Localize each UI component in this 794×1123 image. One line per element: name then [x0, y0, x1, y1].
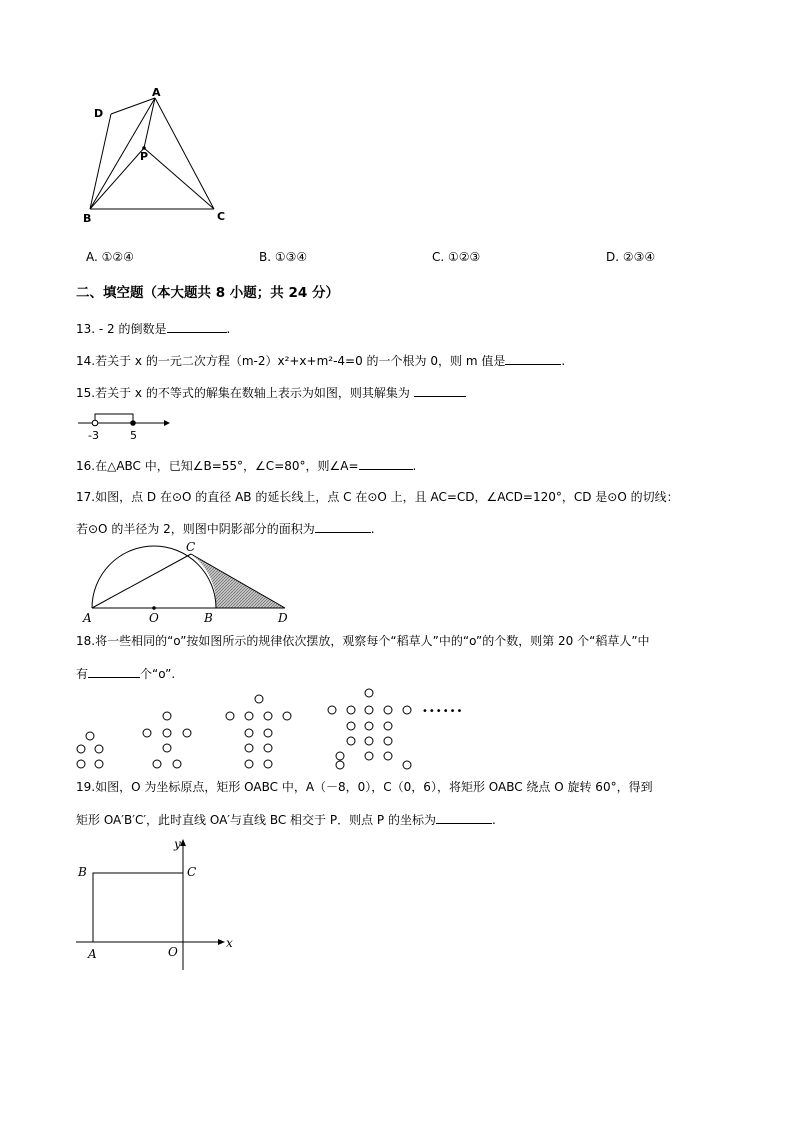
option-c-value: ①②③	[448, 250, 481, 264]
y-axis-arrow	[180, 839, 186, 846]
segment-PC	[144, 148, 214, 209]
tick-label-5: 5	[130, 429, 137, 442]
answer-blank[interactable]	[414, 384, 466, 397]
label-C: C	[187, 865, 197, 879]
coordinate-figure	[70, 836, 245, 976]
number-line	[78, 409, 178, 443]
question-16-text: 16.在△ABC 中，已知∠B=55°，∠C=80°，则∠A=	[76, 459, 359, 473]
open-point	[92, 420, 98, 426]
question-13	[76, 320, 230, 337]
question-18-line2	[76, 665, 175, 682]
label-A: A	[152, 86, 161, 99]
question-14-tail: .	[561, 354, 566, 368]
label-B: B	[83, 212, 92, 225]
label-A: A	[88, 947, 97, 961]
answer-blank[interactable]	[88, 665, 140, 678]
line-AC	[92, 554, 191, 608]
question-18-line1: 18.将一些相同的“o”按如图所示的规律依次摆放，观察每个“稻草人”中的“o”的个数，则第 20 个“稻草人”中	[76, 634, 650, 648]
label-x: x	[226, 936, 233, 950]
solution-bracket	[95, 414, 133, 423]
axis-arrow	[164, 420, 170, 426]
option-c	[432, 249, 480, 265]
option-b	[259, 249, 307, 265]
label-y: y	[174, 837, 181, 851]
question-17-text: 若⊙O 的半径为 2，则图中阴影部分的面积为	[76, 522, 315, 536]
option-b-value: ①③④	[274, 250, 308, 264]
label-D: D	[94, 107, 104, 120]
question-17-line1: 17.如图，点 D 在⊙O 的直径 AB 的延长线上，点 C 在⊙O 上，且 AC=CD，∠ACD=120°，CD 是⊙O 的切线：	[76, 490, 679, 504]
answer-blank[interactable]	[505, 352, 561, 365]
segment-AC	[155, 98, 214, 209]
tick-label-neg3: -3	[88, 429, 99, 442]
option-b-letter: B.	[259, 250, 272, 264]
pattern-ellipsis: ••••••	[422, 706, 464, 717]
question-19-text: 矩形 OA′B′C′，此时直线 OA′与直线 BC 相交于 P．则点 P 的坐标为	[76, 813, 436, 827]
question-18-pre: 有	[76, 667, 89, 681]
label-D: D	[278, 611, 288, 625]
segment-PB	[90, 148, 144, 209]
question-14-text: 14.若关于 x 的一元二次方程（m-2）x²+x+m²-4=0 的一个根为 0，则 m 值是	[76, 354, 506, 368]
question-16-tail: .	[412, 459, 417, 473]
question-17-line2	[76, 520, 375, 537]
question-18-post: 个“o”.	[140, 667, 176, 681]
question-13-text: 13. - 2 的倒数是	[76, 322, 167, 336]
answer-blank[interactable]	[359, 457, 413, 470]
label-P: P	[140, 150, 149, 163]
segment-AP	[144, 98, 155, 148]
answer-blank[interactable]	[315, 520, 371, 533]
label-C: C	[217, 210, 226, 223]
scarecrow-pattern	[70, 684, 470, 774]
answer-blank[interactable]	[167, 320, 227, 333]
option-a	[86, 249, 134, 265]
label-A: A	[83, 611, 92, 625]
label-C: C	[186, 540, 196, 554]
semicircle-arc	[92, 546, 216, 608]
option-c-letter: C.	[432, 250, 445, 264]
center-O	[152, 606, 156, 610]
closed-point	[130, 420, 136, 426]
semicircle-figure	[80, 540, 300, 626]
label-O: O	[149, 611, 159, 625]
question-19-tail: .	[491, 813, 496, 827]
question-16	[76, 457, 416, 474]
question-15-text: 15.若关于 x 的不等式的解集在数轴上表示为如图，则其解集为	[76, 386, 410, 400]
question-14	[76, 352, 565, 369]
segment-DB	[90, 114, 111, 209]
question-19-line1: 19.如图，O 为坐标原点，矩形 OABC 中，A（－8，0），C（0，6），将矩形 OABC 绕点 O 旋转 60°，得到	[76, 780, 653, 794]
section-title: 二、填空题（本大题共 8 小题；共 24 分）	[76, 285, 339, 301]
option-a-letter: A.	[86, 250, 98, 264]
label-B: B	[78, 865, 87, 879]
option-d-value: ②③④	[622, 250, 656, 264]
question-19-line2	[76, 811, 496, 828]
x-axis-arrow	[218, 939, 225, 945]
rectangle-OABC	[93, 873, 183, 942]
option-d	[606, 249, 655, 265]
triangle-figure	[78, 86, 238, 226]
label-B: B	[204, 611, 213, 625]
option-a-value: ①②④	[101, 250, 134, 264]
answer-blank[interactable]	[436, 811, 492, 824]
question-17-tail: .	[370, 522, 375, 536]
label-O: O	[168, 945, 178, 959]
segment-AD	[111, 98, 155, 114]
question-15	[76, 384, 466, 401]
option-d-letter: D.	[606, 250, 620, 264]
question-13-tail: .	[226, 322, 231, 336]
